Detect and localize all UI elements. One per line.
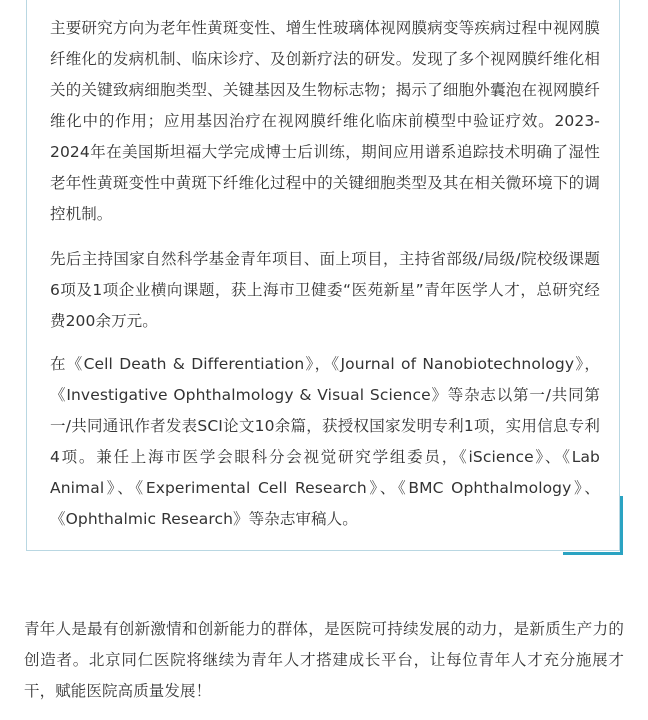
card-corner-accent-horizontal [563,552,623,555]
card-corner-accent-vertical [620,496,623,555]
closing-paragraph: 青年人是最有创新激情和创新能力的群体，是医院可持续发展的动力，是新质生产力的创造者。北京同仁医院将继续为青年人才搭建成长平台，让每位青年人才充分施展才干，赋能医院高质量发展！ [24,620,624,700]
funding-paragraph: 先后主持国家自然科学基金青年项目、面上项目，主持省部级/局级/院校级课题6项及1项企业横向课题，获上海市卫健委“医苑新星”青年医学人才，总研究经费200余万元。 [50,250,600,330]
publications-paragraph: 在《Cell Death & Differentiation》，《Journal of Nanobiotechnology》，《Investigative Ophthalmology & Visual Science》等杂志以第一/共同第一/共同通讯作者发表SCI论文10余篇，获授权国家发明专利1项，实用信息专利4项。兼任上海市医学会眼科分会视觉研究学组委员，《iScience》、《Lab Animal》、《Experimental Cell Research》、《BMC Ophthalmology》、《Ophthalmic Research》等杂志审稿人。 [50,355,600,528]
research-direction-paragraph: 主要研究方向为老年性黄斑变性、增生性玻璃体视网膜病变等疾病过程中视网膜纤维化的发病机制、临床诊疗、及创新疗法的研发。发现了多个视网膜纤维化相关的关键致病细胞类型、关键基因及生物标志物；揭示了细胞外囊泡在视网膜纤维化中的作用；应用基因治疗在视网膜纤维化临床前模型中验证疗效。2023-2024年在美国斯坦福大学完成博士后训练，期间应用谱系追踪技术明确了湿性老年性黄斑变性中黄斑下纤维化过程中的关键细胞类型及其在相关微环境下的调控机制。 [50,19,600,223]
